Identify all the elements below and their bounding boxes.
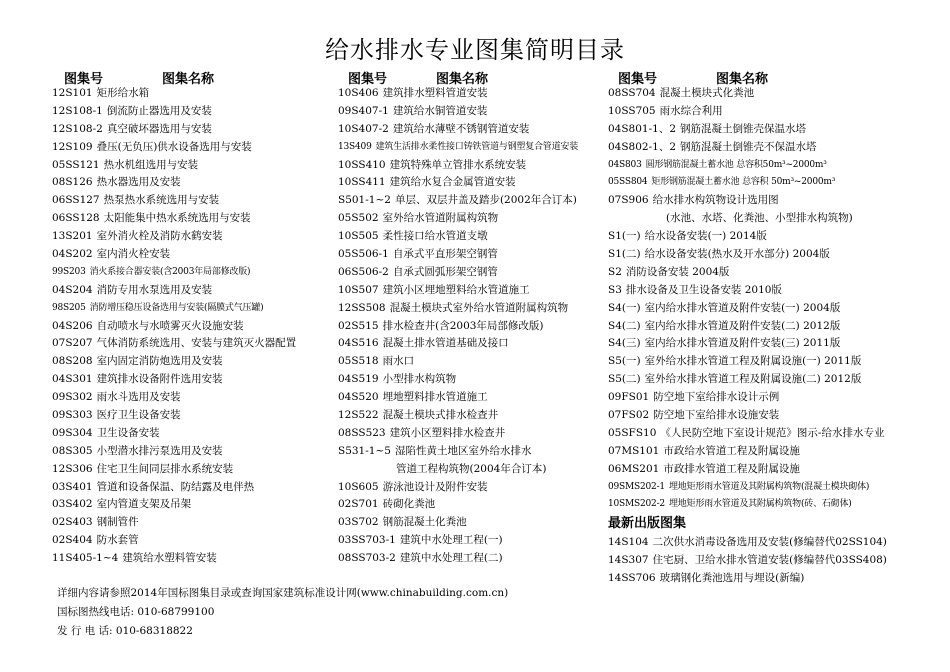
catalog-row xyxy=(52,246,337,264)
catalog-row xyxy=(608,228,943,246)
atlas-code: 09FS01 xyxy=(608,391,650,404)
catalog-row xyxy=(52,532,337,550)
atlas-code: S501-1~2 xyxy=(338,194,391,207)
column-header xyxy=(608,66,943,85)
catalog-row xyxy=(338,550,606,568)
atlas-code: 08S305 xyxy=(52,444,93,457)
atlas-name: 消防专用水泵选用及安装 xyxy=(96,283,213,296)
atlas-name: 防水套管 xyxy=(96,534,139,547)
atlas-code: 05SS804 xyxy=(608,177,648,188)
catalog-row xyxy=(52,210,337,228)
atlas-code: 07FS02 xyxy=(608,409,650,422)
catalog-row xyxy=(338,443,606,461)
atlas-name: 热泵热水系统选用与安装 xyxy=(103,194,220,207)
atlas-code: 10S505 xyxy=(338,230,379,243)
atlas-name: 气体消防系统选用、安装与建筑灭火器配置 xyxy=(96,337,297,350)
atlas-code: 06S506-2 xyxy=(338,265,389,278)
catalog-row xyxy=(52,157,337,175)
catalog-list-2 xyxy=(338,85,606,568)
atlas-code: 03S402 xyxy=(52,498,93,511)
atlas-name: 混凝土模块式室外给水管道附属构筑物 xyxy=(389,301,569,314)
atlas-name: 排水检查井(含2003年局部修改版) xyxy=(382,319,544,332)
atlas-code: 09S302 xyxy=(52,391,93,404)
catalog-row xyxy=(52,479,337,497)
catalog-row xyxy=(338,264,606,282)
atlas-code: 03S401 xyxy=(52,480,93,493)
atlas-code: 04S520 xyxy=(338,391,379,404)
catalog-row xyxy=(608,496,943,514)
atlas-name: 矩形给水箱 xyxy=(96,87,150,99)
catalog-row xyxy=(338,371,606,389)
atlas-name: 消防设备安装 2004版 xyxy=(625,265,730,278)
atlas-code: S1(二) xyxy=(608,248,641,261)
atlas-name: 防空地下室给排水设施安装 xyxy=(653,409,780,422)
atlas-code: 10SS411 xyxy=(338,176,386,189)
atlas-name: 二次供水消毒设备选用及安装(修编替代02SS104) xyxy=(652,536,887,549)
atlas-code: 04S519 xyxy=(338,373,379,386)
catalog-row xyxy=(608,210,943,228)
atlas-name: 建筑排水设备附件选用安装 xyxy=(96,373,223,386)
catalog-row xyxy=(52,461,337,479)
atlas-name: 钢制管件 xyxy=(96,516,139,529)
catalog-row xyxy=(608,353,943,371)
catalog-row xyxy=(338,246,606,264)
catalog-row xyxy=(52,514,337,532)
atlas-code: 08S126 xyxy=(52,176,93,189)
new-publications-heading: 最新出版图集 xyxy=(608,516,687,532)
catalog-row xyxy=(52,389,337,407)
atlas-code: 11S405-1~4 xyxy=(52,552,119,565)
atlas-code: 98S205 xyxy=(52,302,86,313)
atlas-name: (水池、水塔、化粪池、小型排水构筑物) xyxy=(666,212,853,225)
catalog-row xyxy=(608,570,943,588)
atlas-code: 10SMS202-2 xyxy=(608,499,665,510)
atlas-code: S4(一) xyxy=(608,301,641,314)
atlas-code: 02S404 xyxy=(52,534,93,547)
catalog-row xyxy=(608,121,943,139)
atlas-name: 矩形钢筋混凝土蓄水池 总容积 50m³~2000m³ xyxy=(651,177,836,188)
atlas-name: 埋地矩形雨水管道及其附属构筑物(混凝土模块砌体) xyxy=(668,481,870,492)
catalog-row xyxy=(608,335,943,353)
atlas-code: 07MS101 xyxy=(608,444,660,457)
atlas-name: 医疗卫生设备安装 xyxy=(96,409,181,422)
catalog-row xyxy=(338,479,606,497)
atlas-name: 钢筋混凝土倒锥壳保温水塔 xyxy=(680,122,807,135)
atlas-code: 12S109 xyxy=(52,140,93,153)
atlas-name: 玻璃钢化粪池选用与埋设(新编) xyxy=(659,572,805,585)
atlas-name: 市政给水管道工程及附属设施 xyxy=(663,444,800,457)
atlas-code: 08S208 xyxy=(52,355,93,368)
atlas-name: 圆形钢筋混凝土蓄水池 总容积50m³~2000m³ xyxy=(645,159,827,170)
atlas-code: 14SS706 xyxy=(608,572,656,585)
atlas-name: 室内消火栓安装 xyxy=(96,248,171,261)
catalog-row xyxy=(608,479,943,497)
atlas-name: 混凝土排水管道基础及接口 xyxy=(382,337,509,350)
atlas-name: 《人民防空地下室设计规范》图示-给水排水专业 xyxy=(660,426,885,439)
atlas-code: S3 xyxy=(608,283,622,296)
atlas-name: 湿陷性黄土地区室外给水排水 xyxy=(394,444,532,457)
header-code: 图集号 xyxy=(64,72,104,87)
catalog-row xyxy=(52,264,337,282)
atlas-code: 04S202 xyxy=(52,248,93,261)
atlas-code: 03SS703-1 xyxy=(338,534,396,547)
atlas-code: 14S307 xyxy=(608,554,649,567)
atlas-name: 住宅厨、卫给水排水管道安装(修编替代03SS408) xyxy=(652,554,887,567)
atlas-code: 03S702 xyxy=(338,516,379,529)
catalog-row xyxy=(608,174,943,192)
atlas-code: S5(一) xyxy=(608,355,641,368)
atlas-name: 室外消火栓及消防水鹤安装 xyxy=(96,230,223,243)
catalog-row xyxy=(52,103,337,121)
catalog-row xyxy=(52,228,337,246)
catalog-row xyxy=(608,264,943,282)
atlas-name: 市政排水管道工程及附属设施 xyxy=(663,462,800,475)
header-name: 图集名称 xyxy=(716,72,769,87)
atlas-code: 12S522 xyxy=(338,409,379,422)
atlas-name: 建筑给水薄壁不锈钢管道安装 xyxy=(392,122,530,135)
header-name: 图集名称 xyxy=(436,72,489,87)
catalog-row xyxy=(52,496,337,514)
atlas-code: 06MS201 xyxy=(608,462,660,475)
catalog-row xyxy=(608,443,943,461)
catalog-row xyxy=(338,496,606,514)
atlas-code: 04S204 xyxy=(52,283,93,296)
atlas-code: 04S206 xyxy=(52,319,93,332)
atlas-name: 混凝土模块式排水检查井 xyxy=(382,409,499,422)
atlas-name: 游泳池设计及附件安装 xyxy=(382,480,488,493)
atlas-name: 钢筋混凝土倒锥壳不保温水塔 xyxy=(680,140,817,153)
atlas-code: 12S108-2 xyxy=(52,122,103,135)
catalog-row xyxy=(52,353,337,371)
catalog-row xyxy=(52,550,337,568)
catalog-row xyxy=(52,335,337,353)
atlas-name: 卫生设备安装 xyxy=(96,426,160,439)
catalog-row xyxy=(338,300,606,318)
atlas-code: 07S207 xyxy=(52,337,93,350)
catalog-row xyxy=(608,318,943,336)
atlas-name: 消火系接合器安装(含2003年局部修改版) xyxy=(89,266,251,277)
atlas-name: 建筑生活排水柔性接口铸铁管道与钢塑复合管道安装 xyxy=(375,141,579,152)
header-code: 图集号 xyxy=(348,72,388,87)
atlas-name: 自承式平直形架空钢管 xyxy=(392,248,498,261)
atlas-name: 小型潜水排污泵选用及安装 xyxy=(96,444,223,457)
atlas-code: 02S403 xyxy=(52,516,93,529)
atlas-name: 给水设备安装(热水及开水部分) 2004版 xyxy=(644,248,830,261)
header-name: 图集名称 xyxy=(162,72,215,87)
atlas-code: 12SS508 xyxy=(338,301,386,314)
atlas-name: 倒流防止器选用及安装 xyxy=(106,104,212,117)
atlas-code: S1(一) xyxy=(608,230,641,243)
atlas-code: 10S406 xyxy=(338,87,379,99)
atlas-name: 住宅卫生间同层排水系统安装 xyxy=(96,462,234,475)
catalog-row xyxy=(52,425,337,443)
atlas-code: 99S203 xyxy=(52,266,86,277)
atlas-name: 排水设备及卫生设备安装 2010版 xyxy=(625,283,782,296)
catalog-row xyxy=(338,461,606,479)
atlas-name: 给水排水构筑物设计选用图 xyxy=(652,194,779,207)
catalog-row xyxy=(338,210,606,228)
catalog-row xyxy=(52,300,337,318)
atlas-name: 室外给水管道附属构筑物 xyxy=(382,212,499,225)
atlas-name: 叠压(无负压)供水设备选用与安装 xyxy=(96,140,252,153)
catalog-row xyxy=(52,407,337,425)
atlas-name: 防空地下室给排水设计示例 xyxy=(653,391,780,404)
atlas-name: 混凝土模块式化粪池 xyxy=(659,87,755,99)
atlas-name: 雨水口 xyxy=(382,355,415,368)
atlas-code: 05S502 xyxy=(338,212,379,225)
footer-hotline: 国标图热线电话: 010-68799100 xyxy=(57,606,215,618)
atlas-code: S4(二) xyxy=(608,319,641,332)
atlas-code: 05SFS10 xyxy=(608,426,657,439)
atlas-code: 04S516 xyxy=(338,337,379,350)
header-code: 图集号 xyxy=(618,72,658,87)
atlas-name: 建筑小区塑料排水检查井 xyxy=(389,426,506,439)
atlas-name: 柔性接口给水管道支墩 xyxy=(382,230,488,243)
catalog-row xyxy=(608,534,943,552)
atlas-code: 13S409 xyxy=(338,141,372,152)
atlas-name: 太阳能集中热水系统选用与安装 xyxy=(103,212,251,225)
atlas-code: 05SS121 xyxy=(52,158,100,171)
atlas-code: 12S108-1 xyxy=(52,104,103,117)
catalog-row xyxy=(338,121,606,139)
atlas-name: 室外给水排水管道工程及附属设施(二) 2012版 xyxy=(644,373,862,386)
atlas-code: 12S306 xyxy=(52,462,93,475)
atlas-code: 08SS523 xyxy=(338,426,386,439)
atlas-code: 09S407-1 xyxy=(338,104,389,117)
catalog-row xyxy=(608,461,943,479)
atlas-code: 14S104 xyxy=(608,536,649,549)
atlas-name: 室内给水排水管道及附件安装(三) 2011版 xyxy=(644,337,841,350)
atlas-code: 09S304 xyxy=(52,426,93,439)
atlas-code: 10SS705 xyxy=(608,104,656,117)
atlas-name: 自承式圆弧形架空钢管 xyxy=(392,265,498,278)
catalog-row xyxy=(608,103,943,121)
atlas-name: 砖砌化粪池 xyxy=(382,498,436,511)
catalog-row xyxy=(608,371,943,389)
atlas-code: 10S507 xyxy=(338,283,379,296)
atlas-code: 06SS128 xyxy=(52,212,100,225)
catalog-row xyxy=(608,192,943,210)
catalog-row xyxy=(338,514,606,532)
atlas-name: 单层、双层井盖及踏步(2002年合订本) xyxy=(394,194,577,207)
catalog-row xyxy=(338,425,606,443)
column-header xyxy=(338,66,606,85)
atlas-name: 建筑小区埋地塑料给水管道施工 xyxy=(382,283,530,296)
atlas-name: 建筑排水塑料管道安装 xyxy=(382,87,488,99)
atlas-code: S5(二) xyxy=(608,373,641,386)
atlas-code: 04S803 xyxy=(608,159,642,170)
atlas-code: 12S101 xyxy=(52,87,93,99)
atlas-name: 室内固定消防炮选用及安装 xyxy=(96,355,223,368)
new-publications-list xyxy=(608,534,943,588)
catalog-row xyxy=(52,85,337,103)
catalog-list-3 xyxy=(608,85,943,514)
atlas-name: 建筑特殊单立管排水系统安装 xyxy=(389,158,527,171)
atlas-code: 04S801-1、2 xyxy=(608,122,677,135)
atlas-name: 建筑给水铜管道安装 xyxy=(392,104,488,117)
atlas-name: 室内给水排水管道及附件安装(一) 2004版 xyxy=(644,301,841,314)
atlas-name: 自动喷水与水喷雾灭火设施安装 xyxy=(96,319,244,332)
catalog-row xyxy=(338,174,606,192)
footer-note: 详细内容请参照2014年国标图集目录或查询国家建筑标准设计网(www.chinabuilding.com.cn) xyxy=(57,587,509,599)
atlas-name: 建筑给水复合金属管道安装 xyxy=(389,176,516,189)
catalog-column-2 xyxy=(338,66,606,568)
atlas-name: 建筑中水处理工程(二) xyxy=(399,552,503,565)
catalog-row xyxy=(52,282,337,300)
atlas-name: 真空破坏器选用与安装 xyxy=(106,122,212,135)
atlas-name: 建筑中水处理工程(一) xyxy=(399,534,503,547)
atlas-name: 管道和设备保温、防结露及电伴热 xyxy=(96,480,255,493)
catalog-row xyxy=(338,407,606,425)
catalog-row xyxy=(338,157,606,175)
column-header xyxy=(52,66,337,85)
atlas-name: 热水机组选用与安装 xyxy=(103,158,199,171)
catalog-list-1 xyxy=(52,85,337,568)
atlas-code: S4(三) xyxy=(608,337,641,350)
atlas-name: 消防增压稳压设备选用与安装(隔膜式气压罐) xyxy=(89,302,264,313)
atlas-code: 04S301 xyxy=(52,373,93,386)
catalog-row xyxy=(338,532,606,550)
atlas-code: 10SS410 xyxy=(338,158,386,171)
catalog-row xyxy=(338,139,606,157)
atlas-code: S531-1~5 xyxy=(338,444,391,457)
catalog-row xyxy=(338,192,606,210)
atlas-code: 06SS127 xyxy=(52,194,100,207)
atlas-code: 02S701 xyxy=(338,498,379,511)
atlas-code: 05S506-1 xyxy=(338,248,389,261)
atlas-code: 08SS703-2 xyxy=(338,552,396,565)
catalog-row xyxy=(608,300,943,318)
page-title: 给水排水专业图集简明目录 xyxy=(325,36,625,64)
catalog-row xyxy=(338,318,606,336)
catalog-column-3 xyxy=(608,66,943,588)
footer xyxy=(57,584,617,641)
atlas-name: 建筑给水塑料管安装 xyxy=(122,552,217,565)
catalog-column-1 xyxy=(52,66,337,568)
catalog-row xyxy=(338,389,606,407)
catalog-row xyxy=(608,139,943,157)
catalog-row xyxy=(52,174,337,192)
catalog-row xyxy=(608,85,943,103)
catalog-row xyxy=(338,85,606,103)
atlas-name: 埋地塑料排水管道施工 xyxy=(382,391,488,404)
atlas-code: 04S802-1、2 xyxy=(608,140,677,153)
catalog-row xyxy=(338,335,606,353)
atlas-name: 钢筋混凝土化粪池 xyxy=(382,516,467,529)
catalog-row xyxy=(608,389,943,407)
atlas-code: 09S303 xyxy=(52,409,93,422)
catalog-row xyxy=(608,157,943,175)
atlas-code: 05S518 xyxy=(338,355,379,368)
atlas-name: 给水设备安装(一) 2014版 xyxy=(644,230,767,243)
catalog-row xyxy=(608,425,943,443)
atlas-name: 埋地矩形雨水管道及其附属构筑物(砖、石砌体) xyxy=(668,499,852,510)
atlas-code: S2 xyxy=(608,265,622,278)
catalog-row xyxy=(338,228,606,246)
catalog-row xyxy=(338,353,606,371)
atlas-code: 02S515 xyxy=(338,319,379,332)
atlas-code: 08SS704 xyxy=(608,87,656,99)
atlas-code: 10S605 xyxy=(338,480,379,493)
catalog-row xyxy=(338,282,606,300)
catalog-row xyxy=(608,407,943,425)
atlas-name: 管道工程构筑物(2004年合订本) xyxy=(396,462,547,475)
catalog-row xyxy=(52,371,337,389)
atlas-code: 10S407-2 xyxy=(338,122,389,135)
catalog-row xyxy=(52,139,337,157)
atlas-name: 室内管道支架及吊架 xyxy=(96,498,192,511)
footer-sales-phone: 发 行 电 话: 010-68318822 xyxy=(57,625,193,637)
atlas-name: 室内给水排水管道及附件安装(二) 2012版 xyxy=(644,319,841,332)
atlas-name: 雨水斗选用及安装 xyxy=(96,391,181,404)
catalog-row xyxy=(608,282,943,300)
catalog-row xyxy=(608,552,943,570)
atlas-code: 07S906 xyxy=(608,194,649,207)
catalog-row xyxy=(52,121,337,139)
catalog-row xyxy=(52,318,337,336)
atlas-name: 室外给水排水管道工程及附属设施(一) 2011版 xyxy=(644,355,862,368)
atlas-code: 09SMS202-1 xyxy=(608,481,665,492)
atlas-name: 热水器选用及安装 xyxy=(96,176,181,189)
atlas-name: 雨水综合利用 xyxy=(659,104,723,117)
catalog-row xyxy=(608,246,943,264)
atlas-code: 13S201 xyxy=(52,230,93,243)
catalog-row xyxy=(338,103,606,121)
catalog-row xyxy=(52,192,337,210)
atlas-name: 小型排水构筑物 xyxy=(382,373,457,386)
catalog-row xyxy=(52,443,337,461)
